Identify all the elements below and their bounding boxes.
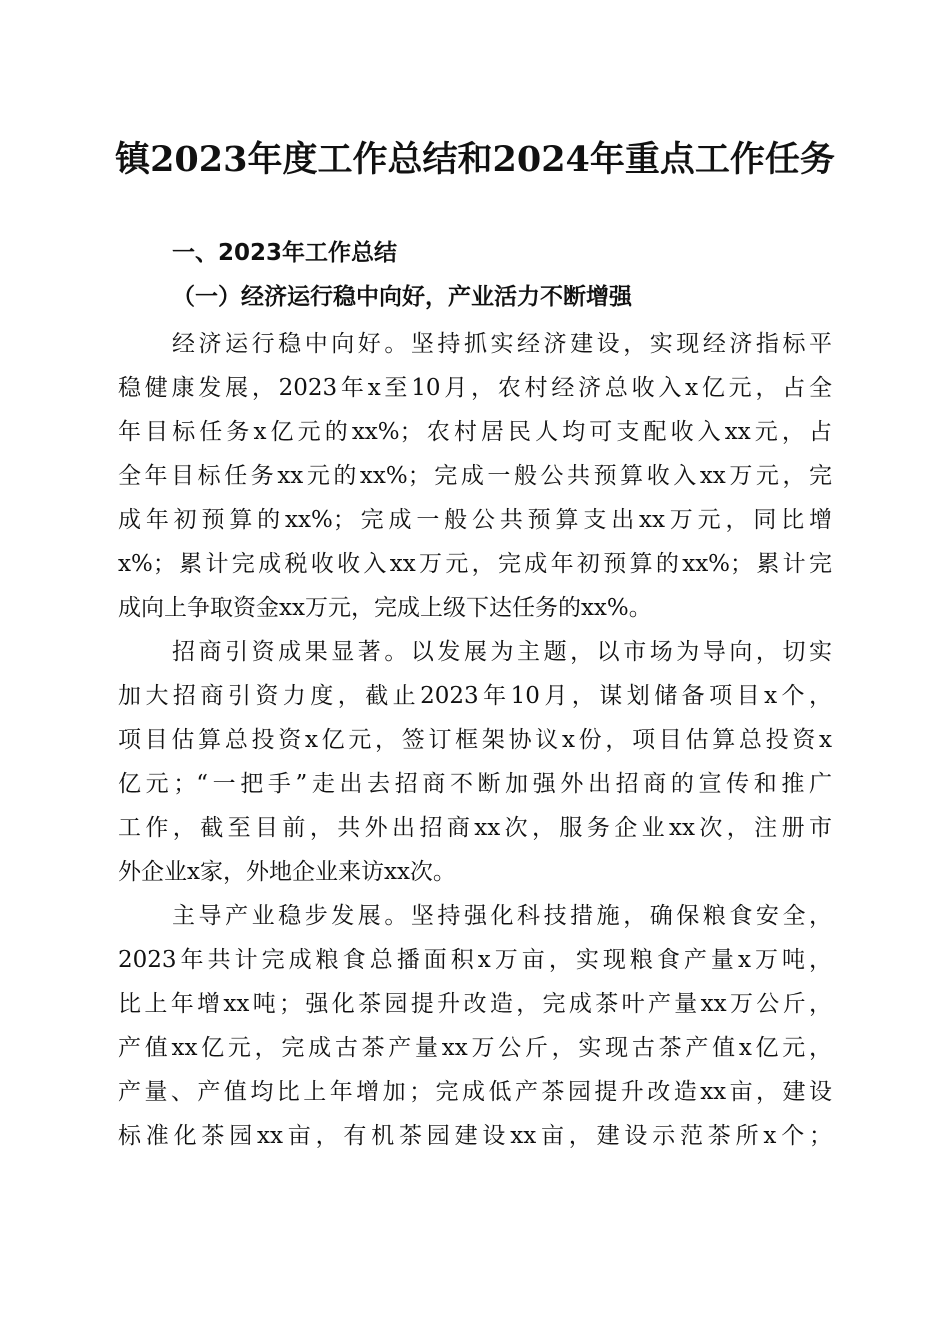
- paragraph-line: 项目估算总投资x亿元，签订框架协议x份，项目估算总投资x: [118, 727, 832, 753]
- paragraph-line: 全年目标任务xx元的xx%；完成一般公共预算收入xx万元，完: [118, 463, 832, 489]
- paragraph-line: 亿元；“一把手”走出去招商不断加强外出招商的宣传和推广: [118, 771, 832, 797]
- paragraph-line: 主导产业稳步发展。坚持强化科技措施，确保粮食安全，: [172, 903, 832, 929]
- paragraph-line: 2023年共计完成粮食总播面积x万亩，实现粮食产量x万吨，: [118, 947, 832, 973]
- paragraph-line: 产值xx亿元，完成古茶产量xx万公斤，实现古茶产值x亿元，: [118, 1035, 832, 1061]
- paragraph-line: 经济运行稳中向好。坚持抓实经济建设，实现经济指标平: [172, 331, 832, 357]
- paragraph-line: 招商引资成果显著。以发展为主题，以市场为导向，切实: [172, 639, 832, 665]
- paragraph-investment: [118, 630, 832, 894]
- paragraph-line: 成年初预算的xx%；完成一般公共预算支出xx万元，同比增: [118, 507, 832, 533]
- paragraph-line: 年目标任务x亿元的xx%；农村居民人均可支配收入xx元，占: [118, 419, 832, 445]
- paragraph-line: 工作，截至目前，共外出招商xx次，服务企业xx次，注册市: [118, 815, 832, 841]
- paragraph-industry: [118, 894, 832, 1158]
- subsection-heading: （一）经济运行稳中向好，产业活力不断增强: [172, 284, 632, 310]
- paragraph-economy: [118, 322, 832, 630]
- paragraph-line: 稳健康发展，2023年x至10月，农村经济总收入x亿元，占全: [118, 375, 832, 401]
- paragraph-line: x%；累计完成税收收入xx万元，完成年初预算的xx%；累计完: [118, 551, 832, 577]
- paragraph-line: 标准化茶园xx亩，有机茶园建设xx亩，建设示范茶所x个；: [118, 1123, 832, 1149]
- paragraph-line: 比上年增xx吨；强化茶园提升改造，完成茶叶产量xx万公斤，: [118, 991, 832, 1017]
- paragraph-line: 产量、产值均比上年增加；完成低产茶园提升改造xx亩，建设: [118, 1079, 832, 1105]
- paragraph-line: 外企业x家，外地企业来访xx次。: [118, 859, 456, 885]
- paragraph-line: 加大招商引资力度，截止2023年10月，谋划储备项目x个，: [118, 683, 832, 709]
- document-title: 镇2023年度工作总结和2024年重点工作任务: [115, 139, 835, 180]
- paragraph-line: 成向上争取资金xx万元，完成上级下达任务的xx%。: [118, 595, 652, 621]
- section-heading: 一、2023年工作总结: [172, 240, 398, 266]
